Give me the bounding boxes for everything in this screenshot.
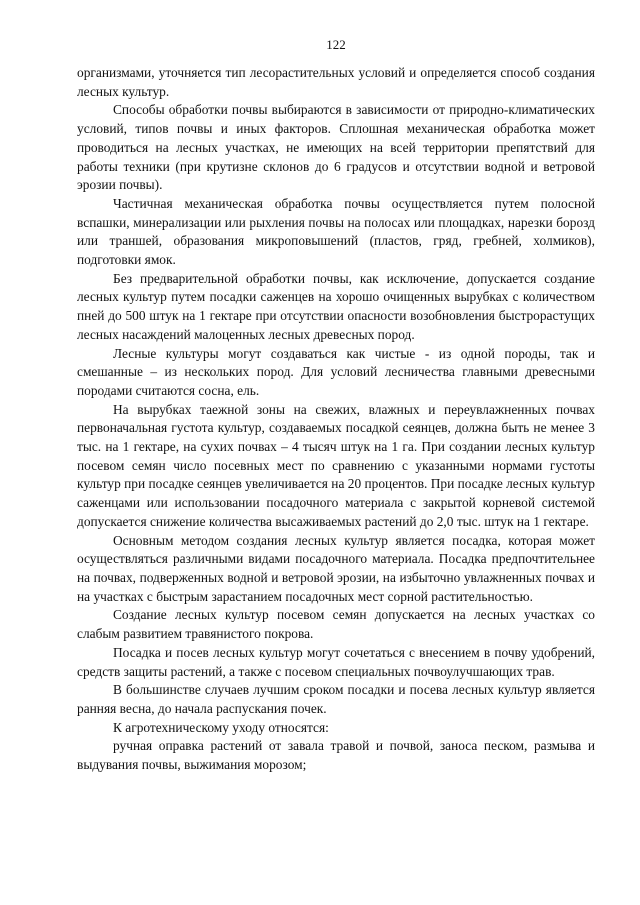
paragraph-no-pretreatment: Без предварительной обработки почвы, как исключение, допускается создание лесных культур путем посадки саженцев на хорошо очищенных вырубках с количеством пней до 500 штук на 1 гектаре при отсутствии опасности возобновления быстрорастущих лесных насаждений малоценных лесных древесных пород.	[77, 270, 595, 342]
paragraph-main-method: Основным методом создания лесных культур является посадка, которая может осуществляться различными видами посадочного материала. Посадка предпочтительнее на почвах, подверженных водной и ветровой эрозии, на избыточно увлажненных почвах и на участках с быстрым зарастанием посадочных мест сорной растительностью.	[77, 532, 595, 604]
paragraph-seeding: Создание лесных культур посевом семян допускается на лесных участках со слабым развитием травянистого покрова.	[77, 607, 595, 642]
paragraph-pure-mixed-cultures: Лесные культуры могут создаваться как чистые - из одной породы, так и смешанные – из нескольких пород. Для условий лесничества главными древесными породами считаются сосна, ель.	[77, 345, 595, 398]
paragraph-agrotechnical-care: К агротехническому уходу относятся:	[113, 719, 329, 735]
paragraph-fertilizers: Посадка и посев лесных культур могут сочетаться с внесением в почву удобрений, средств защиты растений, а также с посевом специальных почвоулучшающих трав.	[77, 644, 595, 679]
paragraph-planting-season: В большинстве случаев лучшим сроком посадки и посева лесных культур является ранняя весна, до начала распускания почек.	[77, 682, 595, 716]
paragraph-manual-correction: ручная оправка растений от завала травой и почвой, заноса песком, размыва и выдувания почвы, выжимания морозом;	[77, 738, 595, 773]
page-number: 122	[326, 37, 346, 52]
paragraph-partial-treatment: Частичная механическая обработка почвы осуществляется путем полосной вспашки, минерализации или рыхления почвы на полосах или площадках, нарезки борозд или траншей, образования микроповышений (пластов, гряд, гребней, холмиков), подготовки ямок.	[77, 195, 595, 268]
document-page	[77, 36, 595, 775]
paragraph-soil-treatment-methods: Способы обработки почвы выбираются в зависимости от природно-климатических условий, типов почвы и иных факторов. Сплошная механическая обработка может проводиться на лесных участках, не имеющих на всей территории препятствий для работы техники (при крутизне склонов до 6 градусов и отсутствии водной и ветровой эрозии почвы).	[77, 102, 595, 193]
document-body	[77, 64, 595, 775]
paragraph-continued: организмами, уточняется тип лесорастительных условий и определяется способ создания лесных культур.	[77, 65, 595, 99]
paragraph-planting-density: На вырубках таежной зоны на свежих, влажных и переувлажненных почвах первоначальная густота культур, создаваемых посадкой сеянцев, должна быть не менее 3 тыс. на 1 гектаре, на сухих почвах – 4 тысяч штук на 1 га. При создании лесных культур посевом семян число посевных мест по сравнению с указанными нормами густоты культур при посадке сеянцев увеличивается на 20 процентов. При посадке лесных культур саженцами или использовании посадочного материала с закрытой корневой системой допускается снижение количества высаживаемых растений до 2,0 тыс. штук на 1 гектаре.	[77, 401, 595, 529]
